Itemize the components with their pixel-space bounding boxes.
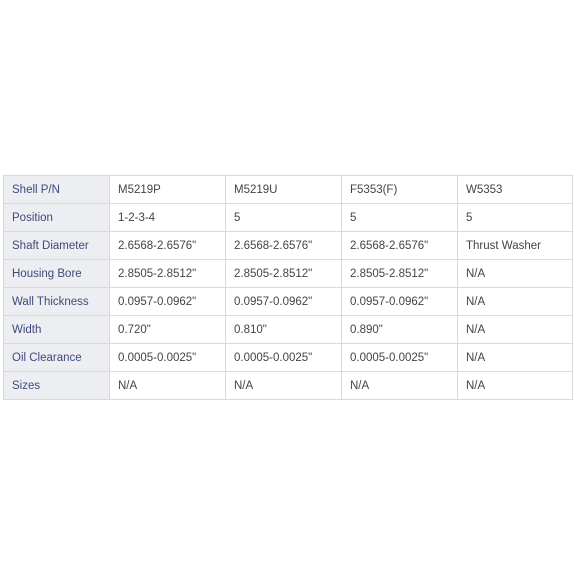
row-label-sizes: Sizes bbox=[4, 372, 110, 400]
table-cell: 0.0957-0.0962" bbox=[226, 288, 342, 316]
table-cell: N/A bbox=[458, 260, 573, 288]
row-label-wall-thickness: Wall Thickness bbox=[4, 288, 110, 316]
table-cell: 0.0005-0.0025" bbox=[342, 344, 458, 372]
row-label-housing-bore: Housing Bore bbox=[4, 260, 110, 288]
table-cell: 2.8505-2.8512" bbox=[226, 260, 342, 288]
table-cell: 5 bbox=[342, 204, 458, 232]
table-cell: 0.810" bbox=[226, 316, 342, 344]
table-cell: 5 bbox=[458, 204, 573, 232]
table-cell: 2.8505-2.8512" bbox=[110, 260, 226, 288]
table-cell: F5353(F) bbox=[342, 176, 458, 204]
table-row bbox=[4, 288, 573, 316]
spec-table-body bbox=[4, 176, 573, 400]
table-cell: W5353 bbox=[458, 176, 573, 204]
table-row bbox=[4, 260, 573, 288]
table-cell: N/A bbox=[110, 372, 226, 400]
row-label-shaft-diameter: Shaft Diameter bbox=[4, 232, 110, 260]
table-cell: 2.6568-2.6576" bbox=[110, 232, 226, 260]
table-cell: N/A bbox=[458, 316, 573, 344]
table-cell: 0.0957-0.0962" bbox=[110, 288, 226, 316]
row-label-width: Width bbox=[4, 316, 110, 344]
table-cell: 1-2-3-4 bbox=[110, 204, 226, 232]
table-cell: N/A bbox=[458, 344, 573, 372]
table-cell: N/A bbox=[342, 372, 458, 400]
table-row bbox=[4, 344, 573, 372]
table-cell: 2.8505-2.8512" bbox=[342, 260, 458, 288]
table-cell: 0.0957-0.0962" bbox=[342, 288, 458, 316]
table-cell: N/A bbox=[458, 288, 573, 316]
table-row bbox=[4, 316, 573, 344]
table-cell: M5219U bbox=[226, 176, 342, 204]
table-row bbox=[4, 176, 573, 204]
table-cell: N/A bbox=[458, 372, 573, 400]
table-row bbox=[4, 372, 573, 400]
bearing-spec-table bbox=[3, 175, 573, 400]
table-cell: Thrust Washer bbox=[458, 232, 573, 260]
row-label-shell-pn: Shell P/N bbox=[4, 176, 110, 204]
table-cell: 5 bbox=[226, 204, 342, 232]
table-cell: M5219P bbox=[110, 176, 226, 204]
table-cell: 0.0005-0.0025" bbox=[226, 344, 342, 372]
table-row bbox=[4, 204, 573, 232]
table-cell: N/A bbox=[226, 372, 342, 400]
row-label-position: Position bbox=[4, 204, 110, 232]
table-row bbox=[4, 232, 573, 260]
table-cell: 0.720" bbox=[110, 316, 226, 344]
table-cell: 0.890" bbox=[342, 316, 458, 344]
row-label-oil-clearance: Oil Clearance bbox=[4, 344, 110, 372]
table-cell: 0.0005-0.0025" bbox=[110, 344, 226, 372]
table-cell: 2.6568-2.6576" bbox=[342, 232, 458, 260]
table-cell: 2.6568-2.6576" bbox=[226, 232, 342, 260]
